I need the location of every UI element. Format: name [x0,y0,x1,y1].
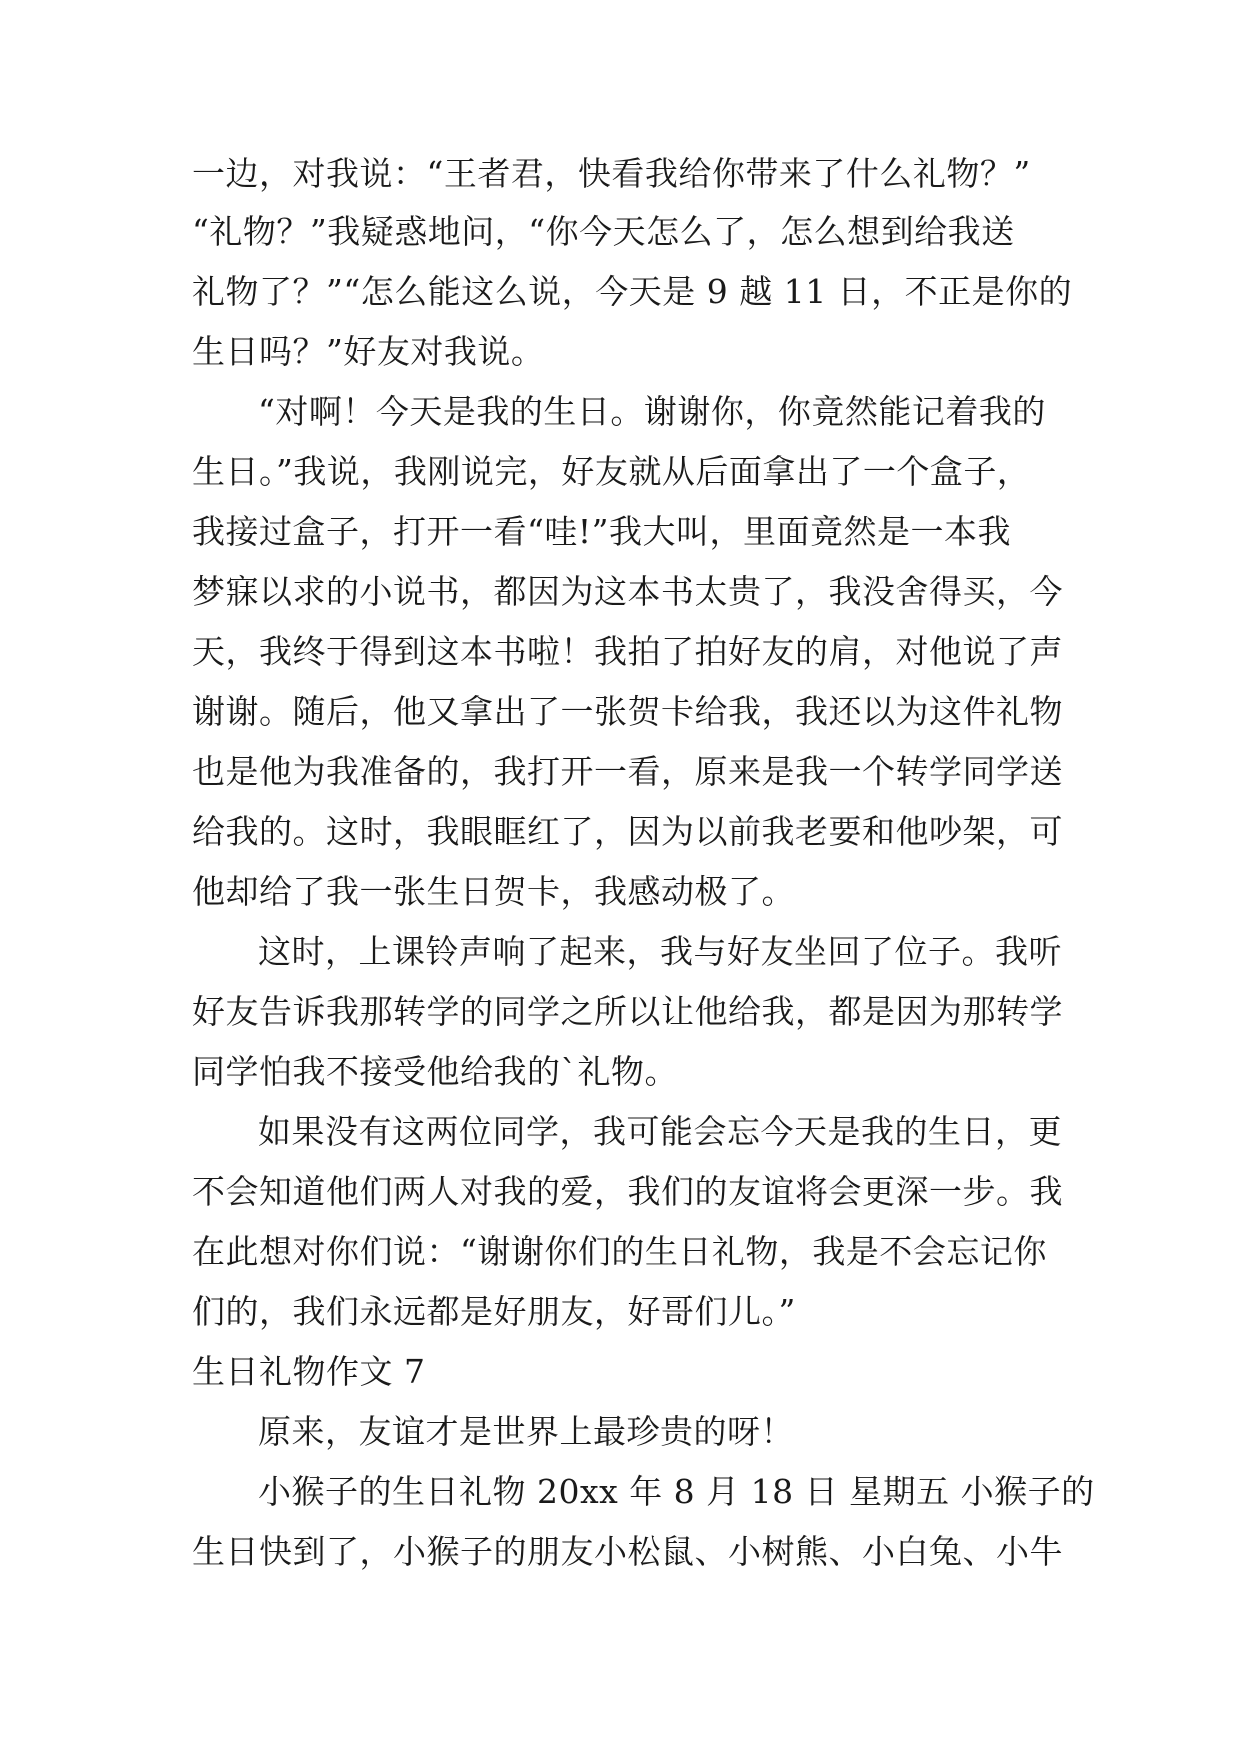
paragraph-start: 原来，友谊才是世界上最珍贵的呀！ [258,1412,794,1451]
text-line: 谢谢。随后，他又拿出了一张贺卡给我，我还以为这件礼物 [192,692,1063,731]
text-line: 我接过盒子，打开一看“哇!”我大叫，里面竟然是一本我 [192,512,1012,551]
paragraph-start: 这时，上课铃声响了起来，我与好友坐回了位子。我听 [258,932,1062,971]
text-line: 生日。”我说，我刚说完，好友就从后面拿出了一个盒子， [192,452,1031,491]
text-line: 给我的。这时，我眼眶红了，因为以前我老要和他吵架，可 [192,812,1063,851]
section-heading: 生日礼物作文 7 [192,1352,426,1391]
text-line: 们的，我们永远都是好朋友，好哥们儿。” [192,1292,796,1331]
text-line: 不会知道他们两人对我的爱，我们的友谊将会更深一步。我 [192,1172,1063,1211]
paragraph-start: “对啊！今天是我的生日。谢谢你，你竟然能记着我的 [258,392,1046,431]
text-line: 礼物了？”“怎么能这么说，今天是 9 越 11 日，不正是你的 [192,272,1073,311]
text-line: 梦寐以求的小说书，都因为这本书太贵了，我没舍得买，今 [192,572,1063,611]
text-line: 在此想对你们说：“谢谢你们的生日礼物，我是不会忘记你 [192,1232,1047,1271]
text-line: “礼物？”我疑惑地问，“你今天怎么了，怎么想到给我送 [192,212,1015,251]
text-line: 一边，对我说：“王者君，快看我给你带来了什么礼物？” [192,154,1031,193]
paragraph-start: 如果没有这两位同学，我可能会忘今天是我的生日，更 [258,1112,1062,1151]
text-line: 也是他为我准备的，我打开一看，原来是我一个转学同学送 [192,752,1063,791]
text-line: 生日快到了，小猴子的朋友小松鼠、小树熊、小白兔、小牛 [192,1532,1063,1571]
paragraph-start: 小猴子的生日礼物 20xx 年 8 月 18 日 星期五 小猴子的 [258,1472,1095,1511]
text-line: 生日吗？”好友对我说。 [192,332,545,371]
text-line: 好友告诉我那转学的同学之所以让他给我，都是因为那转学 [192,992,1063,1031]
text-line: 天，我终于得到这本书啦！我拍了拍好友的肩，对他说了声 [192,632,1063,671]
text-line: 同学怕我不接受他给我的`礼物。 [192,1052,678,1091]
text-line: 他却给了我一张生日贺卡，我感动极了。 [192,872,795,911]
